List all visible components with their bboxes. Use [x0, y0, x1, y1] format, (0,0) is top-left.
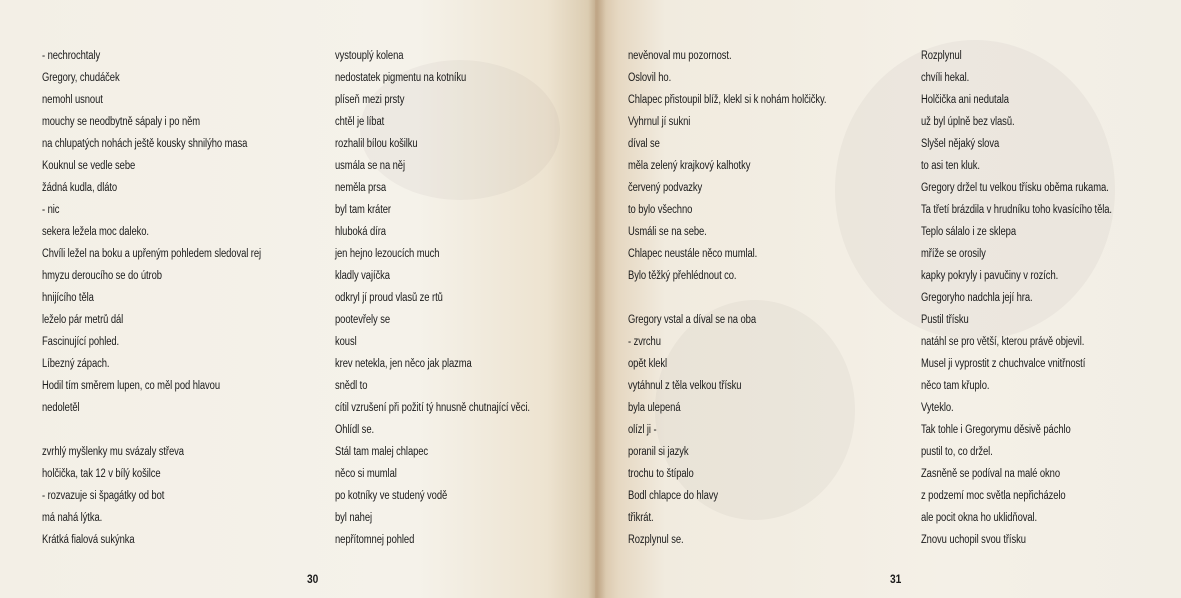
text-line: něco si mumlal [335, 468, 397, 480]
text-line: Gregory vstal a díval se na oba [628, 314, 756, 326]
right-page-column-2 [921, 45, 1154, 551]
text-line: trochu to štípalo [628, 468, 694, 480]
text-line: ale pocit okna ho uklidňoval. [921, 512, 1038, 524]
text-line: holčička, tak 12 v bílý košilce [42, 468, 161, 480]
text-line: Holčička ani nedutala [921, 94, 1009, 106]
text-line: odkryl jí proud vlasů ze rtů [335, 292, 443, 304]
text-line: nedostatek pigmentu na kotníku [335, 72, 467, 84]
stanza-break [628, 287, 826, 309]
text-line: červený podvazky [628, 182, 703, 194]
text-line: plíseň mezi prsty [335, 94, 405, 106]
text-line: opět klekl [628, 358, 668, 370]
text-line: - nic [42, 204, 60, 216]
text-line: Zasněně se podíval na malé okno [921, 468, 1061, 480]
text-line: Gregory držel tu velkou třísku oběma rukama. [921, 182, 1109, 194]
text-line: byla ulepená [628, 402, 681, 414]
page-number-left: 30 [307, 572, 319, 586]
text-line: nevěnoval mu pozornost. [628, 50, 732, 62]
text-line: třikrát. [628, 512, 654, 524]
text-line: rozhalil bílou košilku [335, 138, 418, 150]
text-line: na chlupatých nohách ještě kousky shnilýho masa [42, 138, 248, 150]
text-line: vystouplý kolena [335, 50, 404, 62]
text-line: leželo pár metrů dál [42, 314, 124, 326]
text-line: pustil to, co držel. [921, 446, 993, 458]
right-page [595, 0, 1181, 598]
text-line: Gregoryho nadchla její hra. [921, 292, 1033, 304]
text-line: hnijícího těla [42, 292, 94, 304]
text-line: hluboká díra [335, 226, 386, 238]
text-line: Hodil tím směrem lupen, co měl pod hlavou [42, 380, 220, 392]
text-line: nedoletěl [42, 402, 80, 414]
text-line: Bylo těžký přehlédnout co. [628, 270, 737, 282]
text-line: krev netekla, jen něco jak plazma [335, 358, 472, 370]
text-line: po kotníky ve studený vodě [335, 490, 448, 502]
text-line: sekera ležela moc daleko. [42, 226, 149, 238]
text-line: Vyhrnul jí sukni [628, 116, 691, 128]
text-line: Oslovil ho. [628, 72, 672, 84]
text-line: - rozvazuje si špagátky od bot [42, 490, 165, 502]
text-line: Krátká fialová sukýnka [42, 534, 135, 546]
text-line: Teplo sálalo i ze sklepa [921, 226, 1017, 238]
text-line: snědl to [335, 380, 368, 392]
stanza-break [42, 419, 261, 441]
text-line: Rozplynul [921, 50, 962, 62]
text-line: Vyteklo. [921, 402, 954, 414]
text-line: Ohlídl se. [335, 424, 375, 436]
text-line: Stál tam malej chlapec [335, 446, 429, 458]
book-gutter [588, 0, 606, 598]
text-line: Znovu uchopil svou třísku [921, 534, 1026, 546]
text-line: kladly vajíčka [335, 270, 390, 282]
text-line: - zvrchu [628, 336, 661, 348]
text-line: to bylo všechno [628, 204, 693, 216]
text-line: díval se [628, 138, 660, 150]
text-line: zvrhlý myšlenky mu svázaly střeva [42, 446, 184, 458]
text-line: kapky pokryly i pavučiny v rozích. [921, 270, 1059, 282]
text-line: byl tam kráter [335, 204, 391, 216]
text-line: pootevřely se [335, 314, 391, 326]
left-page-column-2 [335, 45, 573, 551]
text-line: mouchy se neodbytně sápaly i po něm [42, 116, 201, 128]
text-line: už byl úplně bez vlasů. [921, 116, 1015, 128]
text-line: Chvíli ležel na boku a upřeným pohledem sledoval rej [42, 248, 262, 260]
text-line: žádná kudla, dláto [42, 182, 118, 194]
text-line: z podzemí moc světla nepřicházelo [921, 490, 1066, 502]
text-line: Pustil třísku [921, 314, 969, 326]
text-line: usmála se na něj [335, 160, 405, 172]
text-line: Gregory, chudáček [42, 72, 120, 84]
text-line: Rozplynul se. [628, 534, 684, 546]
text-line: měla zelený krajkový kalhotky [628, 160, 751, 172]
text-line: Musel ji vyprostit z chuchvalce vnitřností [921, 358, 1086, 370]
text-line: hmyzu deroucího se do útrob [42, 270, 162, 282]
left-page-column-1 [42, 45, 309, 551]
text-line: chvíli hekal. [921, 72, 970, 84]
text-line: cítil vzrušení při požití tý hnusně chutnající věci. [335, 402, 530, 414]
text-line: mříže se orosily [921, 248, 986, 260]
text-line: vytáhnul z těla velkou třísku [628, 380, 742, 392]
text-line: něco tam křuplo. [921, 380, 990, 392]
text-line: jen hejno lezoucích much [335, 248, 440, 260]
text-line: Ta třetí brázdila v hrudníku toho kvasícího těla. [921, 204, 1112, 216]
text-line: chtěl je líbat [335, 116, 385, 128]
text-line: - nechrochtaly [42, 50, 101, 62]
text-line: Slyšel nějaký slova [921, 138, 1000, 150]
text-line: Usmáli se na sebe. [628, 226, 707, 238]
text-line: Chlapec neustále něco mumlal. [628, 248, 758, 260]
text-line: Kouknul se vedle sebe [42, 160, 136, 172]
text-line: Líbezný zápach. [42, 358, 110, 370]
text-line: nepřítomnej pohled [335, 534, 415, 546]
text-line: Bodl chlapce do hlavy [628, 490, 719, 502]
right-page-column-1 [628, 45, 870, 551]
text-line: Chlapec přistoupil blíž, klekl si k nohám holčičky. [628, 94, 827, 106]
text-line: kousl [335, 336, 357, 348]
text-line: Tak tohle i Gregorymu děsivě páchlo [921, 424, 1071, 436]
text-line: neměla prsa [335, 182, 386, 194]
page-number-right: 31 [890, 572, 902, 586]
text-line: nemohl usnout [42, 94, 103, 106]
text-line: byl nahej [335, 512, 373, 524]
text-line: to asi ten kluk. [921, 160, 980, 172]
text-line: Fascinující pohled. [42, 336, 120, 348]
text-line: má nahá lýtka. [42, 512, 103, 524]
text-line: olízl ji - [628, 424, 657, 436]
text-line: poranil si jazyk [628, 446, 689, 458]
text-line: natáhl se pro větší, kterou právě objevil. [921, 336, 1085, 348]
